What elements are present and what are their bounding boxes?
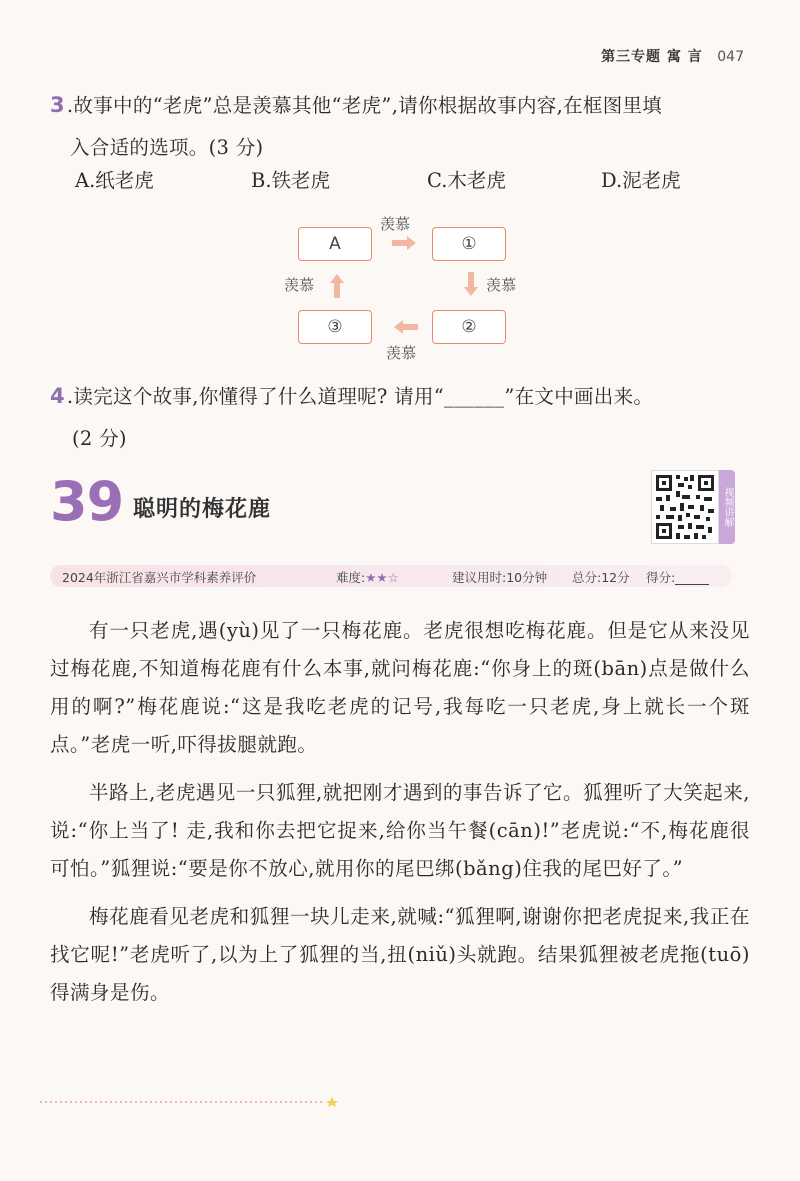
option-b: B.铁老虎 bbox=[251, 169, 331, 192]
arrow-right-icon bbox=[392, 236, 418, 250]
info-difficulty-label: 难度: bbox=[336, 570, 366, 585]
qr-code-icon[interactable] bbox=[651, 470, 719, 544]
lesson-title: 聪明的梅花鹿 bbox=[133, 497, 272, 522]
option-a: A.纸老虎 bbox=[75, 169, 154, 192]
option-c: C.木老虎 bbox=[427, 169, 506, 192]
arrow-down-icon bbox=[464, 272, 478, 298]
option-d: D.泥老虎 bbox=[601, 169, 681, 192]
diagram-box-1[interactable]: ① bbox=[432, 227, 506, 261]
arrow-left-icon bbox=[392, 320, 418, 334]
page-number: 047 bbox=[717, 49, 744, 65]
diagram-box-3[interactable]: ③ bbox=[298, 310, 372, 344]
info-score-label: 得分: bbox=[646, 570, 676, 585]
question-3-text-line2: 入合适的选项。(3 分) bbox=[70, 136, 264, 159]
exercise-info-bar bbox=[50, 565, 732, 587]
diagram-label-left: 羡慕 bbox=[284, 276, 315, 294]
question-3-number: 3 bbox=[50, 93, 65, 117]
info-time: 建议用时:10分钟 bbox=[452, 570, 548, 585]
video-explanation-tag[interactable]: 视频讲解 bbox=[719, 470, 735, 544]
decorative-dotted-line-icon bbox=[40, 1097, 340, 1107]
arrow-up-icon bbox=[330, 272, 344, 298]
diagram-box-a: A bbox=[298, 227, 372, 261]
question-4-text-line2: (2 分) bbox=[72, 427, 127, 450]
question-3-text-line1: .故事中的“老虎”总是羡慕其他“老虎”,请你根据故事内容,在框图里填 bbox=[66, 94, 663, 117]
question-4-number: 4 bbox=[50, 384, 65, 408]
section-title: 第三专题 寓 言 bbox=[601, 49, 703, 65]
question-4 bbox=[50, 375, 755, 460]
diagram-box-2[interactable]: ② bbox=[432, 310, 506, 344]
story-paragraph-1: 有一只老虎,遇(yù)见了一只梅花鹿。老虎很想吃梅花鹿。但是它从来没见过梅花鹿,不知道梅花鹿有什么本事,就问梅花鹿:“你身上的斑(bān)点是做什么用的啊?”梅花鹿说:“这是我吃老虎的记号,我每吃一只老虎,身上就长一个斑点。”老虎一听,吓得拔腿就跑。 bbox=[50, 619, 750, 756]
info-score bbox=[646, 568, 675, 586]
info-difficulty bbox=[336, 568, 399, 586]
score-blank[interactable] bbox=[675, 571, 709, 585]
info-total: 总分:12分 bbox=[572, 570, 630, 585]
diagram-label-top: 羡慕 bbox=[380, 215, 411, 233]
story-paragraph-3: 梅花鹿看见老虎和狐狸一块儿走来,就喊:“狐狸啊,谢谢你把老虎捉来,我正在找它呢!”老虎听了,以为上了狐狸的当,扭(niǔ)头就跑。结果狐狸被老虎拖(tuō)得满身是伤。 bbox=[50, 905, 750, 1004]
info-source: 2024年浙江省嘉兴市学科素养评价 bbox=[62, 570, 257, 585]
question-4-text-line1: .读完这个故事,你懂得了什么道理呢? 请用“______”在文中画出来。 bbox=[66, 385, 654, 408]
question-3 bbox=[50, 84, 755, 169]
diagram-label-bottom: 羡慕 bbox=[386, 344, 417, 362]
diagram-label-right: 羡慕 bbox=[486, 276, 517, 294]
lesson-number: 39 bbox=[50, 470, 124, 533]
page-header bbox=[601, 46, 744, 66]
story-paragraph-2: 半路上,老虎遇见一只狐狸,就把刚才遇到的事告诉了它。狐狸听了大笑起来,说:“你上当了! 走,我和你去把它捉来,给你当午餐(cān)!”老虎说:“不,梅花鹿很可怕。”狐狸说:“要是你不放心,就用你的尾巴绑(bǎng)住我的尾巴好了。” bbox=[50, 781, 750, 880]
story-text bbox=[50, 612, 750, 1022]
difficulty-stars-icon: ★★☆ bbox=[365, 570, 399, 585]
